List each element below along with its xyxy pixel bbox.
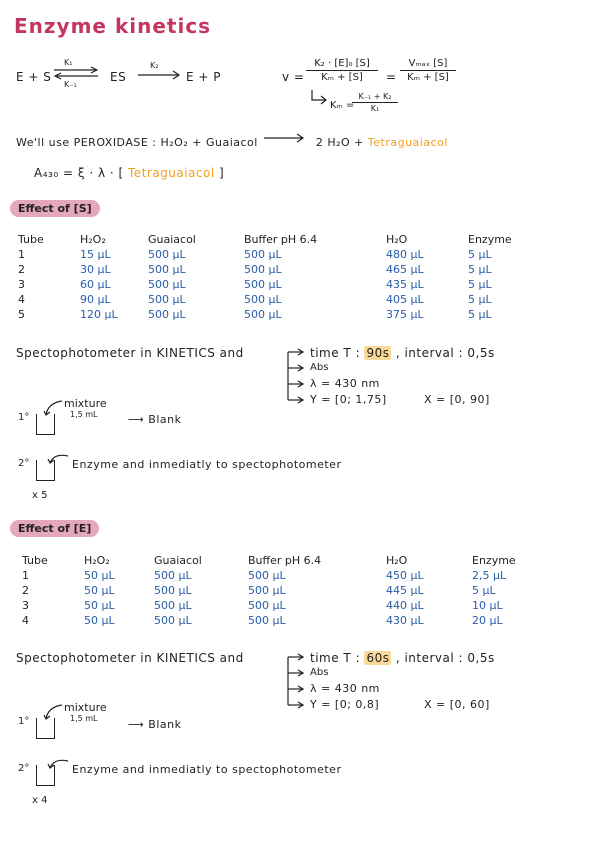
tube-number: 3	[22, 599, 29, 612]
table-row	[22, 613, 532, 628]
table-cell: 15 µL	[80, 248, 111, 261]
table-cell: 500 µL	[154, 584, 192, 597]
time-label: time T :	[310, 651, 361, 665]
table-cell: 435 µL	[386, 278, 424, 291]
table-cell: 480 µL	[386, 248, 424, 261]
km-fraction	[352, 92, 398, 113]
equilibrium-arrows-icon	[52, 66, 100, 80]
table-cell: 500 µL	[248, 599, 286, 612]
table-cell: 50 µL	[84, 599, 115, 612]
y-range-setting: Y = [0; 0,8]	[310, 698, 380, 711]
table-cell: 430 µL	[386, 614, 424, 627]
table-header-row	[22, 553, 532, 568]
section-title-effect-of-e: Effect of [E]	[10, 520, 99, 537]
blank-label: ⟶ Blank	[128, 413, 182, 426]
rate-denominator-2: Kₘ + [S]	[407, 72, 449, 83]
table-cell: 500 µL	[244, 263, 282, 276]
page-title: Enzyme kinetics	[14, 14, 212, 38]
table-row	[18, 247, 528, 262]
rate-constant-k1: K₁	[64, 58, 73, 67]
x-range-setting: X = [0, 90]	[424, 393, 490, 406]
km-numerator: K₋₁ + K₂	[352, 92, 398, 103]
beaker-icon	[36, 718, 55, 739]
y-range-setting: Y = [0; 1,75]	[310, 393, 387, 406]
column-header: H₂O₂	[80, 233, 106, 246]
pour-arrow-icon	[46, 450, 72, 464]
table-cell: 465 µL	[386, 263, 424, 276]
column-header: Buffer pH 6.4	[248, 554, 322, 567]
table-cell: 500 µL	[148, 308, 186, 321]
table-cell: 5 µL	[468, 278, 492, 291]
tube-number: 1	[18, 248, 25, 261]
table-cell: 500 µL	[244, 278, 282, 291]
table-cell: 500 µL	[244, 308, 282, 321]
step-2-number: 2°	[18, 763, 30, 774]
table-cell: 90 µL	[80, 293, 111, 306]
absorbance-close: ]	[219, 166, 225, 180]
reaction-arrow-icon	[262, 133, 312, 146]
mixture-volume: 1,5 mL	[70, 714, 98, 723]
table-cell: 500 µL	[248, 584, 286, 597]
column-header: Buffer pH 6.4	[244, 233, 318, 246]
table-cell: 500 µL	[154, 599, 192, 612]
blank-label: ⟶ Blank	[128, 718, 182, 731]
abs-setting: Abs	[310, 667, 329, 678]
table-cell: 50 µL	[84, 614, 115, 627]
step-2-number: 2°	[18, 458, 30, 469]
reaction-reactants: E + S	[16, 70, 52, 84]
peroxidase-reactants: We'll use PEROXIDASE : H₂O₂ + Guaiacol	[16, 136, 258, 149]
rate-numerator-1: K₂ · [E]₀ [S]	[306, 58, 378, 71]
wavelength-setting: λ = 430 nm	[310, 682, 380, 695]
effect-of-s-table	[18, 232, 528, 322]
mixture-label: mixture	[64, 397, 107, 410]
absorbance-lhs: A₄₃₀ = ξ · λ · [	[34, 166, 124, 180]
spectro-line: Spectophotometer in KINETICS and	[16, 346, 244, 360]
rate-v-label: v =	[282, 70, 305, 84]
table-cell: 5 µL	[468, 263, 492, 276]
column-header: H₂O	[386, 554, 408, 567]
time-value: 90s	[366, 346, 390, 360]
column-header: Guaiacol	[154, 554, 202, 567]
table-row	[18, 307, 528, 322]
column-header: H₂O₂	[84, 554, 110, 567]
table-cell: 500 µL	[244, 293, 282, 306]
table-cell: 500 µL	[148, 248, 186, 261]
table-cell: 500 µL	[154, 569, 192, 582]
table-cell: 500 µL	[248, 569, 286, 582]
rate-denominator-1: Kₘ + [S]	[321, 72, 363, 83]
rate-fraction-2	[400, 58, 456, 83]
table-cell: 450 µL	[386, 569, 424, 582]
tube-number: 4	[18, 293, 25, 306]
repeat-count: x 5	[32, 490, 48, 501]
rate-constant-k-1: K₋₁	[64, 80, 77, 89]
interval-setting: , interval : 0,5s	[395, 346, 495, 360]
effect-of-e-table	[22, 553, 532, 628]
section-title-effect-of-s: Effect of [S]	[10, 200, 100, 217]
rate-numerator-2: Vₘₐₓ [S]	[400, 58, 456, 71]
table-cell: 440 µL	[386, 599, 424, 612]
table-cell: 500 µL	[148, 278, 186, 291]
table-cell: 500 µL	[244, 248, 282, 261]
table-cell: 30 µL	[80, 263, 111, 276]
column-header: Tube	[22, 554, 48, 567]
table-cell: 5 µL	[468, 248, 492, 261]
time-setting	[310, 346, 495, 360]
km-denominator: K₁	[370, 104, 380, 113]
table-row	[22, 568, 532, 583]
table-cell: 60 µL	[80, 278, 111, 291]
repeat-count: x 4	[32, 795, 48, 806]
settings-bracket-icon	[284, 344, 308, 406]
column-header: Guaiacol	[148, 233, 196, 246]
absorbance-equation	[34, 166, 224, 180]
column-header: Enzyme	[468, 233, 512, 246]
table-cell: 2,5 µL	[472, 569, 507, 582]
table-row	[18, 262, 528, 277]
abs-setting: Abs	[310, 362, 329, 373]
peroxidase-products: 2 H₂O +	[315, 136, 364, 149]
km-label: Kₘ =	[330, 100, 355, 111]
forward-arrow-icon	[136, 70, 182, 80]
time-label: time T :	[310, 346, 361, 360]
reaction-complex: ES	[110, 70, 127, 84]
table-cell: 405 µL	[386, 293, 424, 306]
wavelength-setting: λ = 430 nm	[310, 377, 380, 390]
table-cell: 500 µL	[248, 614, 286, 627]
step-2-instruction: Enzyme and inmediatly to spectophotometer	[72, 763, 342, 776]
reaction-products: E + P	[186, 70, 222, 84]
table-row	[18, 292, 528, 307]
table-cell: 5 µL	[472, 584, 496, 597]
tube-number: 5	[18, 308, 25, 321]
table-cell: 500 µL	[154, 614, 192, 627]
table-cell: 120 µL	[80, 308, 118, 321]
peroxidase-reaction	[16, 136, 448, 149]
tetraguaiacol-product: Tetraguaiacol	[367, 136, 448, 149]
table-cell: 50 µL	[84, 584, 115, 597]
interval-setting: , interval : 0,5s	[395, 651, 495, 665]
pour-arrow-icon	[42, 398, 66, 416]
column-header: Tube	[18, 233, 44, 246]
step-2-instruction: Enzyme and inmediatly to spectophotometer	[72, 458, 342, 471]
column-header: H₂O	[386, 233, 408, 246]
beaker-icon	[36, 414, 55, 435]
absorbance-species: Tetraguaiacol	[128, 166, 215, 180]
tube-number: 1	[22, 569, 29, 582]
tube-number: 3	[18, 278, 25, 291]
step-1-number: 1°	[18, 716, 30, 727]
equals-sign: =	[386, 70, 397, 84]
pour-arrow-icon	[46, 755, 72, 769]
table-row	[22, 598, 532, 613]
step-1-number: 1°	[18, 412, 30, 423]
table-cell: 500 µL	[148, 263, 186, 276]
mixture-volume: 1,5 mL	[70, 410, 98, 419]
table-cell: 500 µL	[148, 293, 186, 306]
settings-bracket-icon	[284, 649, 308, 711]
hook-arrow-icon	[310, 90, 328, 106]
table-cell: 5 µL	[468, 293, 492, 306]
spectro-line: Spectophotometer in KINETICS and	[16, 651, 244, 665]
time-value: 60s	[366, 651, 390, 665]
table-cell: 10 µL	[472, 599, 503, 612]
x-range-setting: X = [0, 60]	[424, 698, 490, 711]
rate-constant-k2: K₂	[150, 61, 159, 70]
table-cell: 20 µL	[472, 614, 503, 627]
table-cell: 375 µL	[386, 308, 424, 321]
table-row	[18, 277, 528, 292]
tube-number: 2	[22, 584, 29, 597]
table-cell: 5 µL	[468, 308, 492, 321]
table-cell: 50 µL	[84, 569, 115, 582]
mixture-label: mixture	[64, 701, 107, 714]
column-header: Enzyme	[472, 554, 516, 567]
table-header-row	[18, 232, 528, 247]
tube-number: 2	[18, 263, 25, 276]
pour-arrow-icon	[42, 702, 66, 720]
rate-fraction-1	[306, 58, 378, 83]
time-setting	[310, 651, 495, 665]
table-row	[22, 583, 532, 598]
tube-number: 4	[22, 614, 29, 627]
table-cell: 445 µL	[386, 584, 424, 597]
